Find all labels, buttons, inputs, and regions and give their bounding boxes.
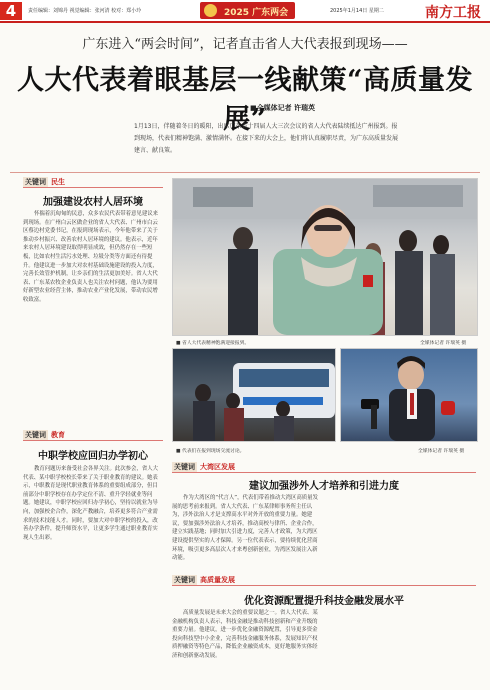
article-text: 高质量发展是未来大会的重要议题之一。省人大代表、某金融机构负责人表示，科技金融是推动科技创新和产业升级的重要力量。他建议，进一步优化金融资源配置，引导更多资金投向科技型中小企业，完善科技金融服务体系，发展知识产权质押融资等特色产品，降低企业融资成本，更好地服务实体经济和创新驱动发展。: [172, 610, 318, 659]
session-logo: [200, 2, 295, 19]
section-rule: [172, 585, 476, 586]
section-rule: [23, 440, 163, 441]
photo-bus-area: [172, 348, 336, 442]
tag-key: 关键词: [174, 463, 195, 471]
subtitle: 广东进入“两会时间”，记者直击省人大代表报到现场——: [82, 37, 408, 52]
photo-delegate-arrival: [172, 178, 478, 336]
section-tag-dawanqu: [172, 462, 235, 472]
byline: ■全媒体记者 许瑞英: [250, 104, 316, 112]
tag-topic: 民生: [51, 178, 65, 186]
tag-topic: 教育: [51, 431, 65, 439]
headline: 人大代表着眼基层一线献策“高质量发展”: [16, 65, 474, 135]
article-title: 优化资源配置提升科技金融发展水平: [244, 596, 404, 607]
tag-topic: 大湾区发展: [200, 463, 235, 471]
tag-key: 关键词: [25, 431, 46, 439]
header-divider: [0, 21, 490, 23]
section-tag-minsheng: [23, 177, 65, 187]
photo-credit: 全媒体记者 许瑞英 摄: [418, 449, 465, 454]
article-title: 建议加强涉外人才培养和引进力度: [249, 481, 399, 492]
lead-text: 1月13日，伴随着冬日的暖阳，出席广东省十四届人大三次会议的省人大代表陆续抵达广州报到。报到现场，代表们精神饱满、激情满怀。在接下来的大会上，他们将认真履职尽责，为广东高质量发展建言、献良策。: [134, 123, 399, 154]
photo-interview: [340, 348, 478, 442]
section-tag-gaozhiliang: [172, 575, 235, 585]
article-text: 教育问题历来备受社会各界关注。此次参会，省人大代表、某中职学校校长带来了关于职业教育的建议。她表示，中职教育是现代职业教育体系的重要组成部分，但目前部分中职学校存在办学定位不清、重升学轻就业等问题。她建议，中职学校应回归办学初心，坚持以就业为导向，加强校企合作，深化产教融合，培养更多符合产业需求的技术技能人才。同时，要加大对中职学校的投入，改善办学条件，提升师资水平，让更多学生通过职业教育实现人生出彩。: [23, 466, 158, 541]
article-title: 加强建设农村人居环境: [43, 197, 143, 208]
article-text: 作为大湾区的“代言人”，代表们带着推动大湾区高质量发展的思考前来报到。省人大代表、广东某律师事务所主任认为，涉外法治人才是支撑高水平对外开放的重要力量。她建议，要加强涉外法治人才培养，推动高校与律所、企业合作，建立实践基地；同时加大引进力度，完善人才政策，为大湾区建设提供坚实的人才保障。另一位代表表示，要持续优化营商环境，吸引更多高层次人才来粤创新创业，为湾区发展注入新动能。: [172, 495, 318, 562]
lead-divider: [10, 172, 480, 173]
lead-paragraph: [134, 121, 402, 165]
photo-scene: [173, 349, 335, 441]
photo-caption: ■ 省人大代表精神饱满迎接报到。: [176, 341, 250, 346]
newspaper-brand: 南方工报: [425, 5, 481, 21]
page-number: 4: [0, 2, 22, 20]
article-body: [172, 494, 476, 564]
photo-scene: [341, 349, 477, 441]
article-body: [23, 465, 163, 680]
article-body: [23, 210, 163, 415]
section-tag-jiaoyu: [23, 430, 65, 440]
section-rule: [172, 472, 476, 473]
editor-credits: 责任编辑：刘锦丹 视觉编辑：张河清 校对：郑小玲: [28, 8, 142, 14]
tag-key: 关键词: [174, 576, 195, 584]
photo-scene: [173, 179, 477, 335]
tag-key: 关键词: [25, 178, 46, 186]
section-rule: [23, 187, 163, 188]
issue-date: 2025年1月14日 星期二: [330, 8, 384, 14]
photo-credit: 全媒体记者 许瑞英 摄: [420, 341, 467, 346]
tag-topic: 高质量发展: [200, 576, 235, 584]
article-body: [172, 609, 476, 681]
article-text: 怀揣着沉甸甸的民意，众多农民代表带着意见建议来到现场。在广州白云区做企业的省人大代表、广州市白云区蔡边村党委书记，在报到现场表示，今年他带来了关于推动乡村振兴、改善农村人居环境的建议。他表示，近年来农村人居环境建设取得明显成效，但仍然存在一些短板，比如农村生活污水处理、垃圾分类等方面还有待提升。他建议进一步加大对农村基础设施建设的投入力度，完善长效管护机制，让乡亲们的生活更加美好。省人大代表、广东某农牧企业负责人也关注农村问题，他认为要用好新型农业经营主体，推动农业产业化发展，带动农民增收致富。: [23, 211, 158, 303]
article-title: 中职学校应回归办学初心: [38, 451, 148, 462]
emblem-icon: [204, 4, 217, 17]
photo-caption: ■ 代表们在报到现场交流讨论。: [176, 449, 245, 454]
session-logo-text: 2025 广东两会: [224, 8, 289, 18]
